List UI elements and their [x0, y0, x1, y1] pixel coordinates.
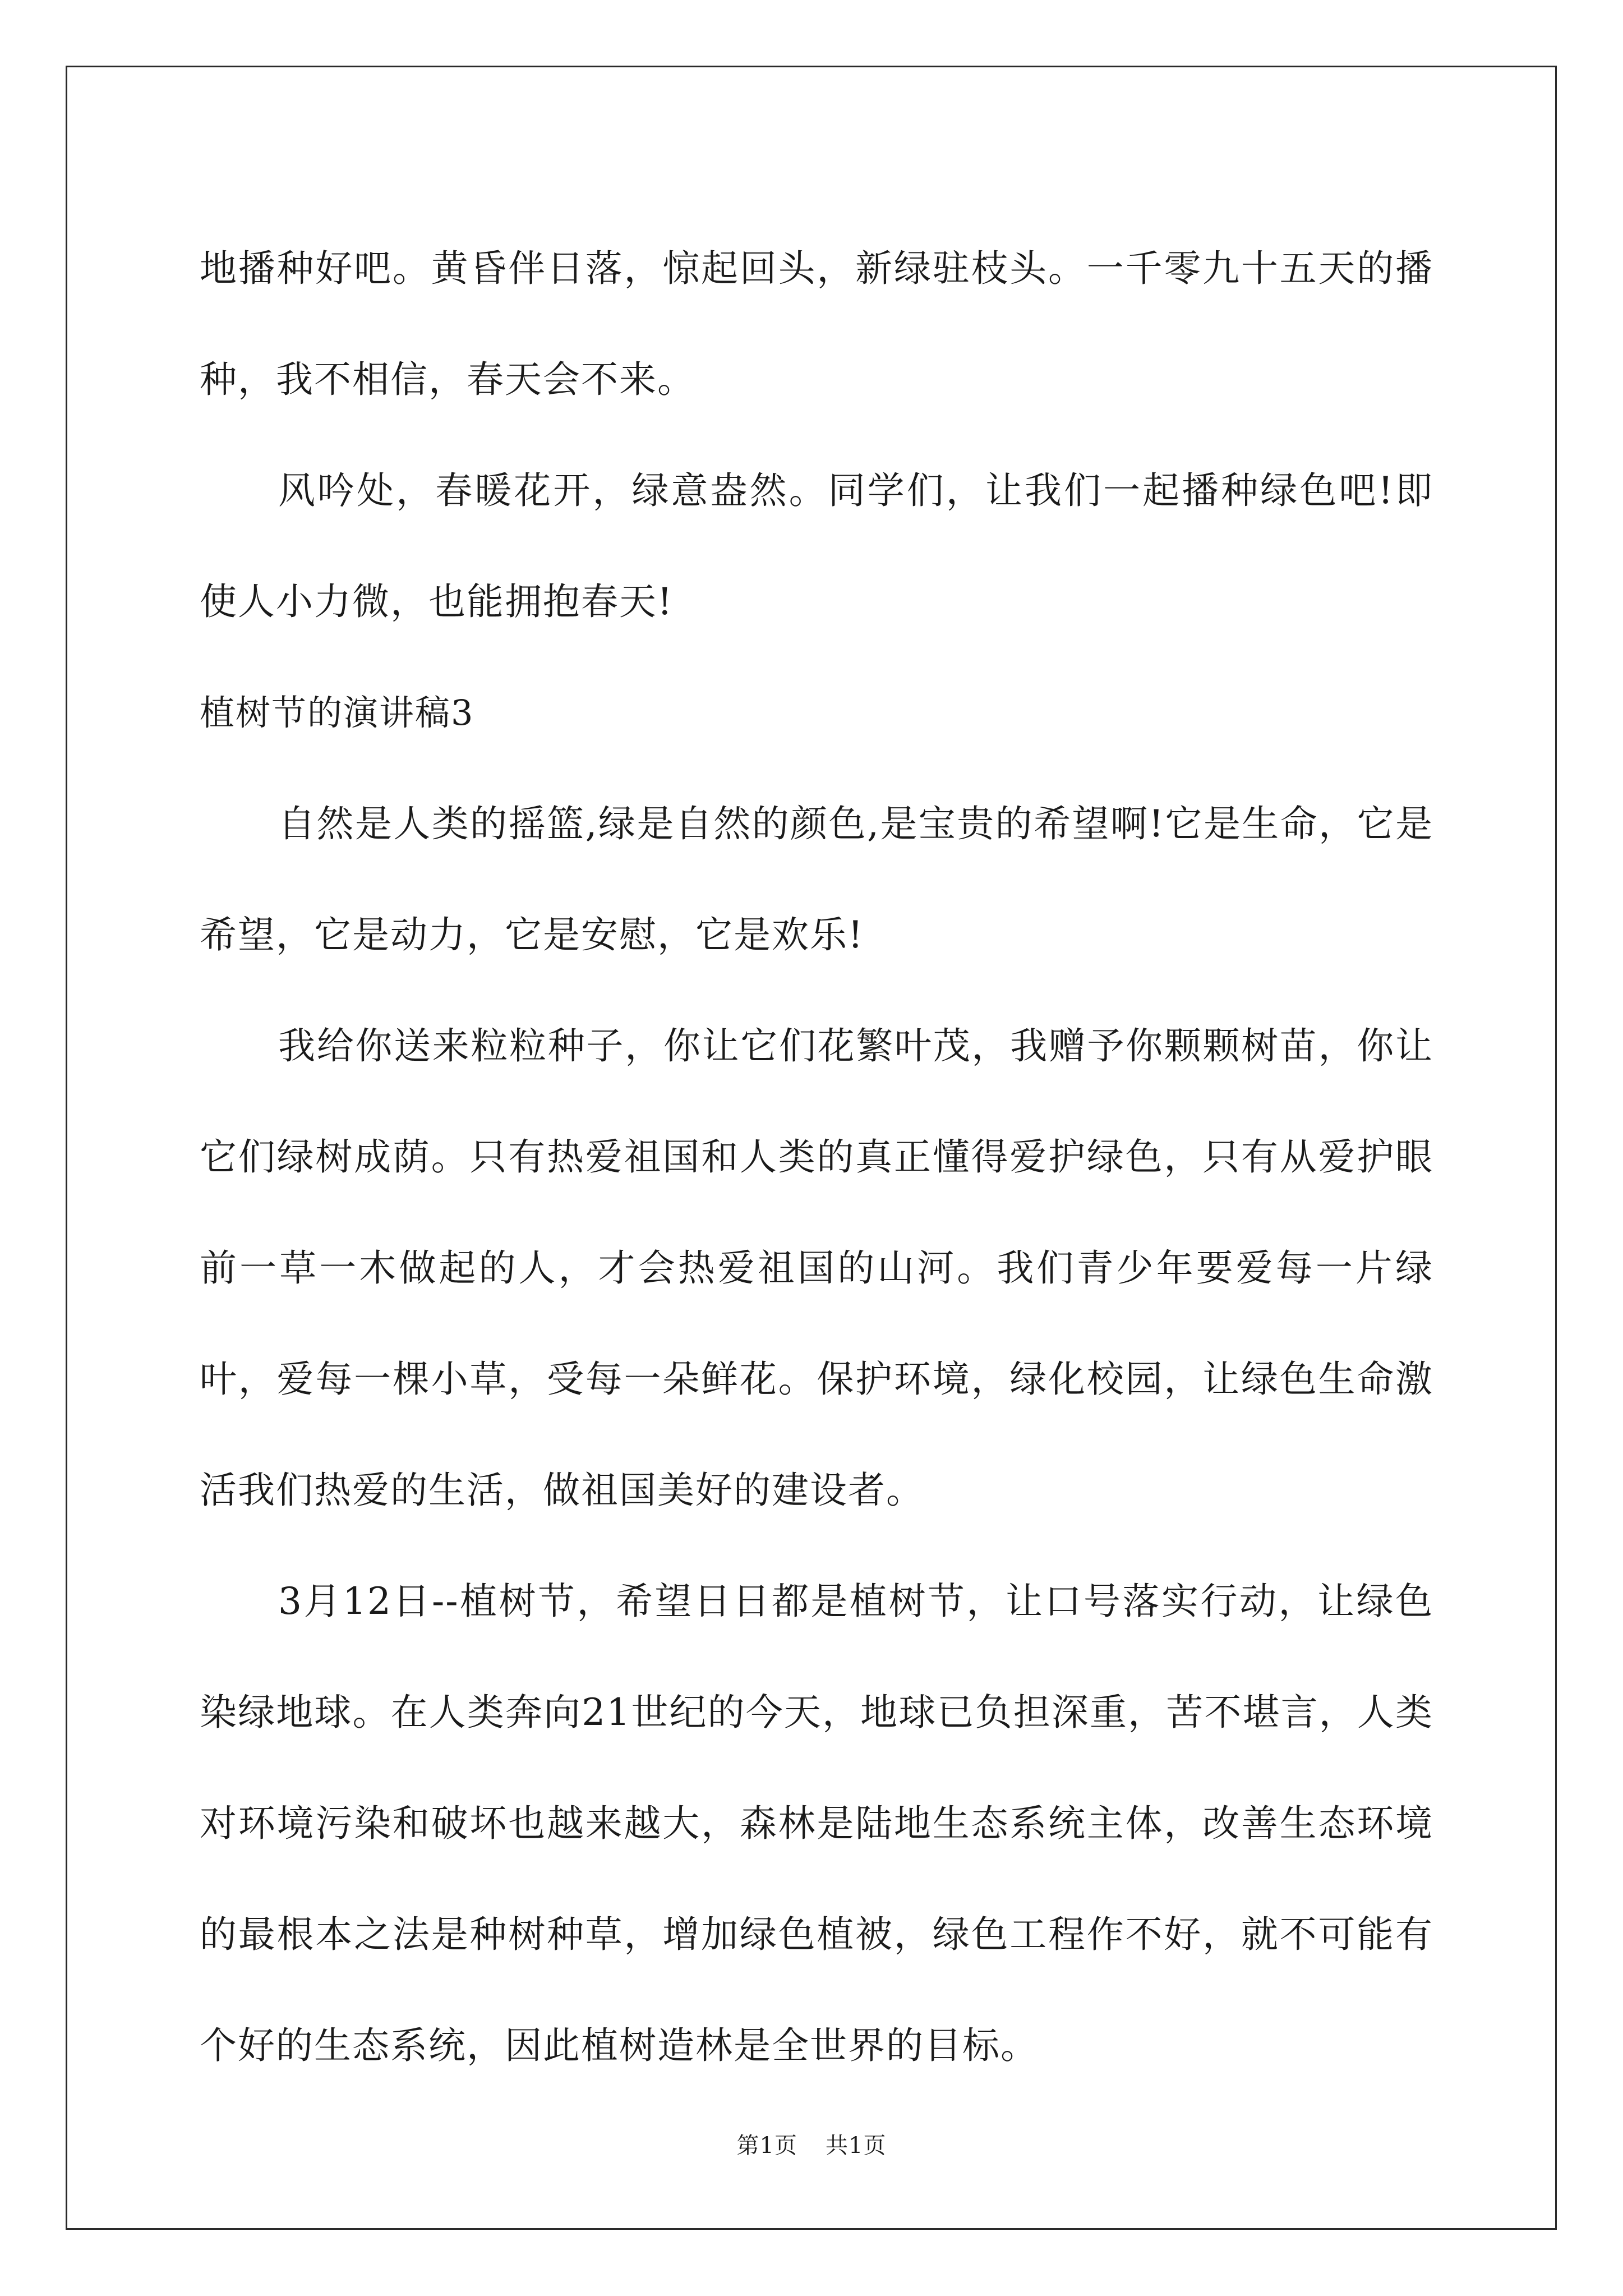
paragraph: 我给你送来粒粒种子，你让它们花繁叶茂，我赠予你颗颗树苗，你让它们绿树成荫。只有热爱祖国和人类的真正懂得爱护绿色，只有从爱护眼前一草一木做起的人，才会热爱祖国的山河。我们青少年要爱每一片绿叶，爱每一棵小草，受每一朵鲜花。保护环境，绿化校园，让绿色生命激活我们热爱的生活，做祖国美好的建设者。 — [200, 1024, 1433, 1512]
document-body — [200, 213, 1433, 2101]
page-total: 共1页 — [826, 2133, 887, 2159]
paragraph: 地播种好吧。黄昏伴日落，惊起回头，新绿驻枝头。一千零九十五天的播种，我不相信，春天会不来。 — [200, 247, 1433, 401]
paragraph: 3月12日--植树节，希望日日都是植树节，让口号落实行动，让绿色染绿地球。在人类奔向21世纪的今天，地球已负担深重，苦不堪言，人类对环境污染和破坏也越来越大，森林是陆地生态系统主体，改善生态环境的最根本之法是种树种草，增加绿色植被，绿色工程作不好，就不可能有个好的生态系统，因此植树造林是全世界的目标。 — [200, 1580, 1433, 2067]
page-footer — [0, 2128, 1623, 2160]
paragraph: 自然是人类的摇篮,绿是自然的颜色,是宝贵的希望啊!它是生命，它是希望，它是动力，它是安慰，它是欢乐! — [200, 802, 1433, 956]
paragraph: 风吟处，春暖花开，绿意盎然。同学们，让我们一起播种绿色吧!即使人小力微，也能拥抱春天! — [200, 469, 1433, 623]
page-number: 第1页 — [736, 2133, 797, 2159]
section-heading: 植树节的演讲稿3 — [200, 692, 474, 733]
